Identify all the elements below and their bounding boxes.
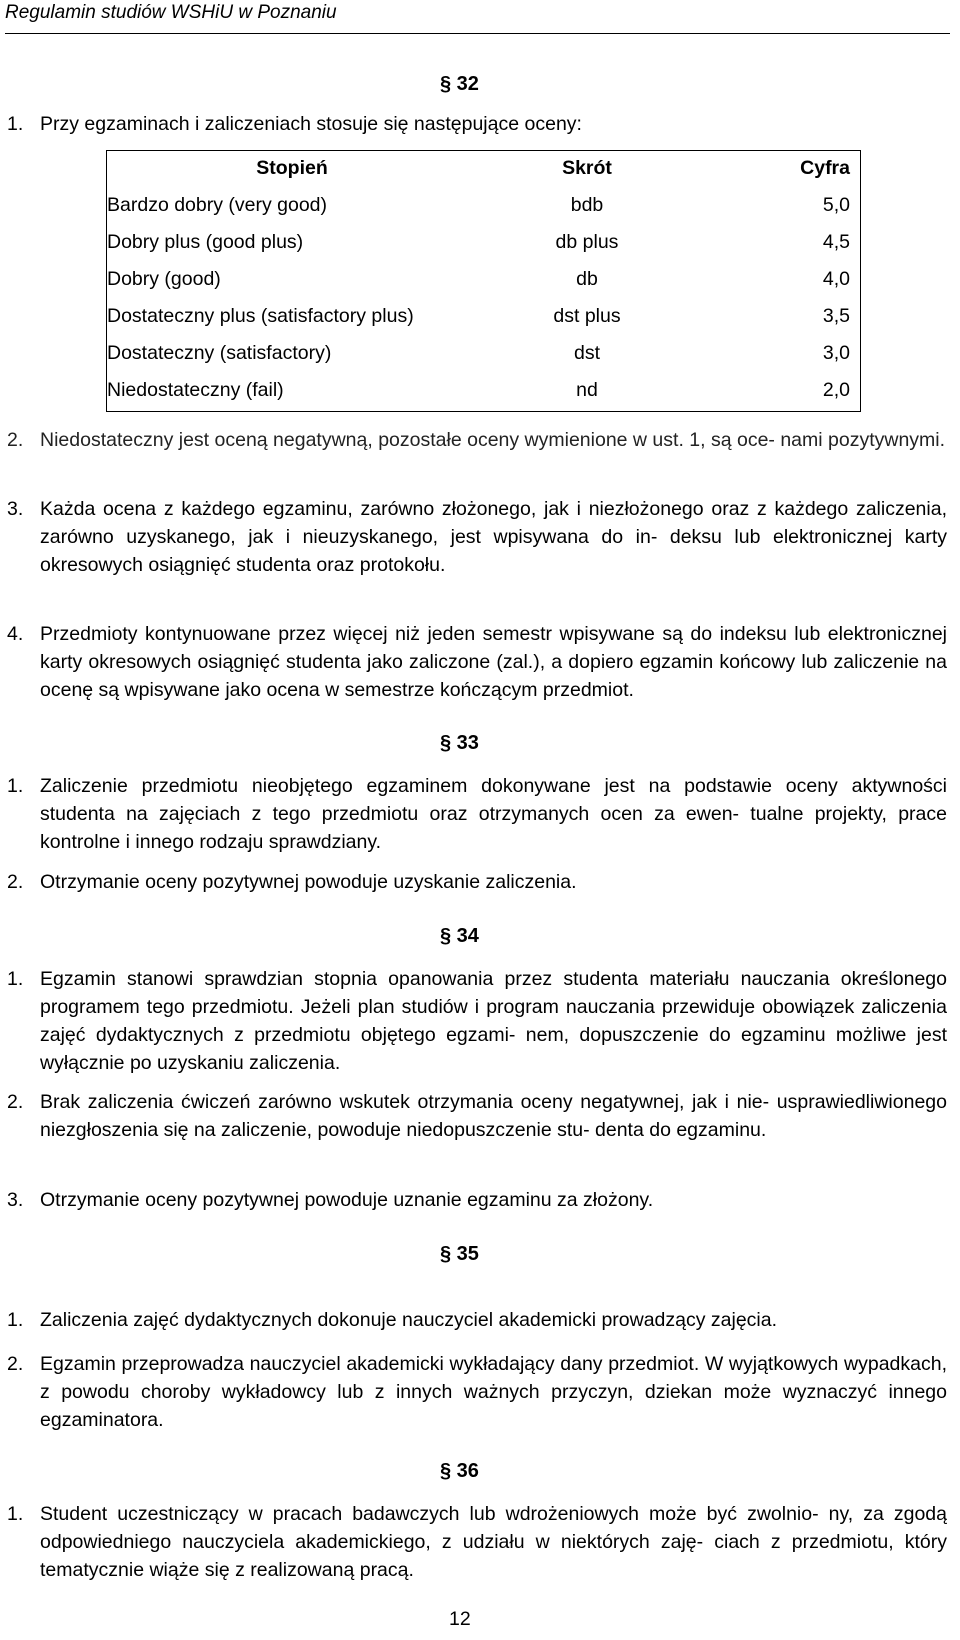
list-item: [7, 426, 947, 454]
item-text: Otrzymanie oceny pozytywnej powoduje uzyskanie zaliczenia.: [40, 871, 577, 893]
item-text: Przedmioty kontynuowane przez więcej niż jeden semestr wpisywane są do indeksu lub elektronicznej karty okresowych osiągnięć studenta jako zaliczone (zal.), a dopiero egzamin końcowy lub zaliczenie na ocenę są wpisywane jako ocena w semestrze kończącym przedmiot.: [40, 623, 947, 701]
item-text: Egzamin przeprowadza nauczyciel akademicki wykładający dany przedmiot. W wyjątkowych wypadkach, z powodu choroby wykładowcy lub z innych ważnych przyczyn, dziekan może wyznaczyć innego egzaminatora.: [40, 1353, 947, 1431]
table-cell: 4,5: [822, 231, 850, 253]
item-text: Student uczestniczący w pracach badawczych lub wdrożeniowych może być zwolnio- ny, za zgodą odpowiedniego nauczyciela akademickiego, z udziału w niektórych zaję- ciach z przedmiotu, który tematycznie wiąże się z realizowaną pracą.: [40, 1503, 947, 1581]
table-cell: Dobry plus (good plus): [107, 231, 304, 253]
list-item: [7, 620, 947, 704]
table-cell: 3,5: [822, 305, 850, 327]
item-number: 1.: [7, 775, 24, 797]
item-number: 2.: [7, 871, 24, 893]
table-cell: 3,0: [822, 342, 850, 364]
grade-table: [106, 150, 861, 412]
item-text: Egzamin stanowi sprawdzian stopnia opanowania przez studenta materiału nauczania określonego programem tego przedmiotu. Jeżeli plan studiów i program nauczania przewiduje obowiązek zaliczenia zajęć dydaktycznych z przedmiotu objętego egzami- nem, dopuszczenie do egzaminu możliwe jest wyłącznie po uzyskaniu zaliczenia.: [40, 968, 947, 1074]
table-row: [107, 342, 860, 379]
section-heading: § 35: [440, 1243, 479, 1265]
document-header: Regulamin studiów WSHiU w Poznaniu: [5, 2, 337, 23]
table-cell: Dobry (good): [107, 268, 221, 290]
item-text: Zaliczenia zajęć dydaktycznych dokonuje nauczyciel akademicki prowadzący zajęcia.: [40, 1309, 778, 1331]
section-heading: § 33: [440, 732, 479, 754]
section-heading: § 32: [440, 73, 479, 95]
list-item: [7, 965, 947, 1077]
item-number: 2.: [7, 1091, 24, 1113]
table-cell: Niedostateczny (fail): [107, 379, 284, 401]
table-cell: 5,0: [822, 194, 850, 216]
item-text: Niedostateczny jest oceną negatywną, pozostałe oceny wymienione w ust. 1, są oce- nami pozytywnymi.: [40, 429, 946, 451]
table-cell: 4,0: [822, 268, 850, 290]
table-cell: bdb: [570, 194, 604, 216]
section-heading: § 34: [440, 925, 479, 947]
table-row: [107, 268, 860, 305]
item-text: Zaliczenie przedmiotu nieobjętego egzaminem dokonywane jest na podstawie oceny aktywności studenta na zajęciach z tego przedmiotu oraz otrzymanych ocen za ewen- tualne projekty, prace kontrolne i innego rodzaju sprawdziany.: [40, 775, 947, 853]
page-number: 12: [449, 1608, 471, 1630]
column-header: Skrót: [562, 157, 612, 179]
table-cell: Dostateczny plus (satisfactory plus): [107, 305, 414, 327]
table-cell: nd: [576, 379, 598, 401]
table-cell: dst plus: [553, 305, 621, 327]
header-rule: [5, 33, 950, 34]
item-number: 1.: [7, 968, 24, 990]
list-item: [7, 110, 947, 138]
table-cell: Dostateczny (satisfactory): [107, 342, 332, 364]
item-number: 4.: [7, 623, 24, 645]
item-number: 1.: [7, 113, 24, 135]
list-item: [7, 868, 947, 896]
table-cell: db plus: [555, 231, 619, 253]
list-item: [7, 1088, 947, 1144]
column-header: Cyfra: [800, 157, 850, 179]
table-row: [107, 305, 860, 342]
list-item: [7, 1306, 947, 1334]
item-number: 3.: [7, 498, 24, 520]
table-cell: db: [576, 268, 598, 290]
item-number: 1.: [7, 1309, 24, 1331]
list-item: [7, 1350, 947, 1434]
table-row: [107, 231, 860, 268]
table-row: [107, 194, 860, 231]
list-item: [7, 495, 947, 579]
list-item: [7, 1186, 947, 1214]
table-cell: 2,0: [822, 379, 850, 401]
list-item: [7, 772, 947, 856]
item-text: Przy egzaminach i zaliczeniach stosuje się następujące oceny:: [40, 113, 582, 135]
item-text: Brak zaliczenia ćwiczeń zarówno wskutek otrzymania oceny negatywnej, jak i nie- usprawiedliwionego niezgłoszenia się na zaliczenie, powoduje niedopuszczenie stu- denta do egzaminu.: [40, 1091, 947, 1141]
table-cell: Bardzo dobry (very good): [107, 194, 328, 216]
column-header: Stopień: [256, 157, 328, 179]
item-text: Każda ocena z każdego egzaminu, zarówno złożonego, jak i niezłożonego oraz z każdego zaliczenia, zarówno uzyskanego, jak i nieuzyskanego, jest wpisywana do in- deksu lub elektronicznej karty okresowych osiągnięć studenta oraz protokołu.: [40, 498, 947, 576]
item-text: Otrzymanie oceny pozytywnej powoduje uznanie egzaminu za złożony.: [40, 1189, 654, 1211]
item-number: 1.: [7, 1503, 24, 1525]
item-number: 3.: [7, 1189, 24, 1211]
table-row: [107, 379, 860, 416]
item-number: 2.: [7, 1353, 24, 1375]
section-heading: § 36: [440, 1460, 479, 1482]
list-item: [7, 1500, 947, 1584]
item-number: 2.: [7, 429, 24, 451]
table-cell: dst: [573, 342, 600, 364]
table-header-row: [107, 157, 860, 194]
